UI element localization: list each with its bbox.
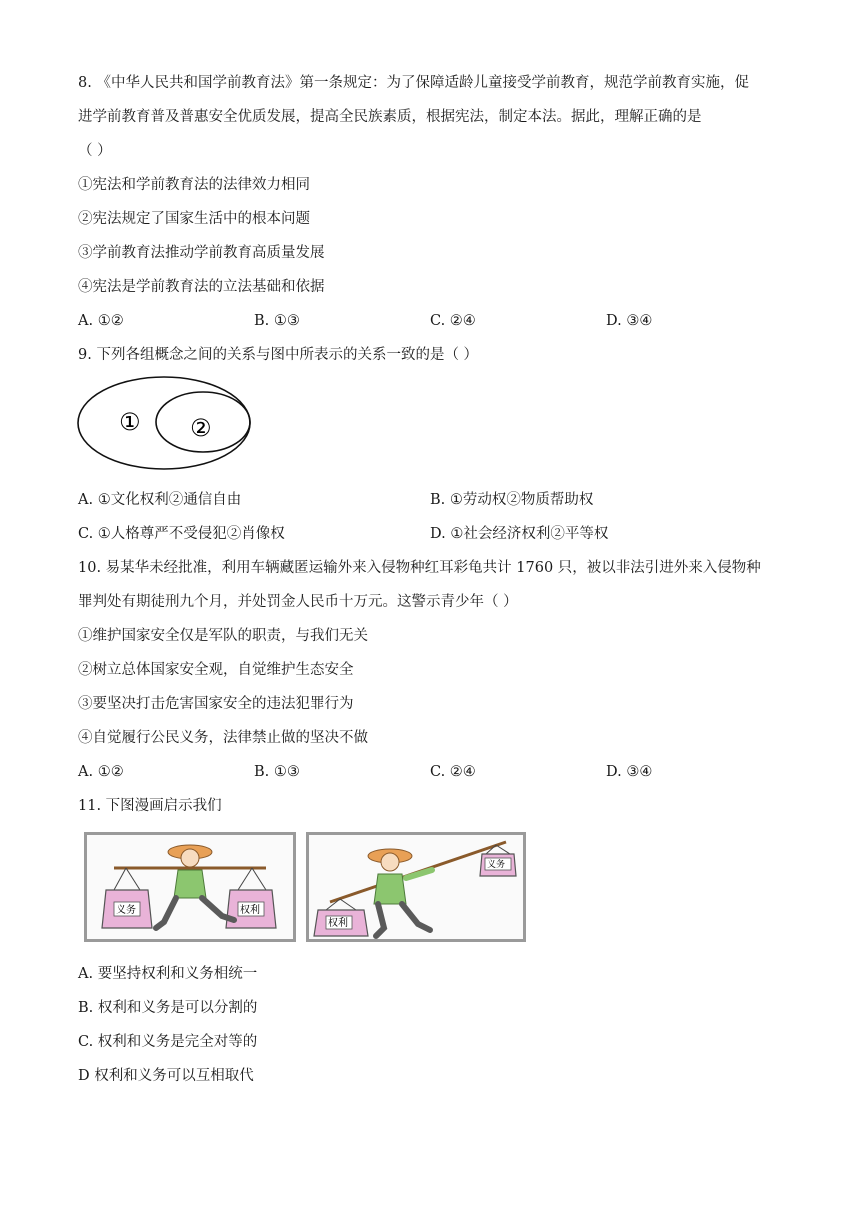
q10-option-c: C. ②④: [430, 764, 476, 780]
q8-option-b: B. ①③: [254, 313, 300, 329]
venn-diagram: [76, 374, 252, 472]
q9-stem: 9. 下列各组概念之间的关系与图中所表示的关系一致的是（ ）: [78, 347, 479, 363]
q10-stem-line2: 罪判处有期徒刑九个月，并处罚金人民币十万元。这警示青少年（ ）: [78, 594, 518, 610]
bag-label-2: 权利: [240, 905, 260, 916]
q11-option-a: A. 要坚持权利和义务相统一: [78, 966, 258, 982]
bag-label-3: 权利: [328, 918, 348, 929]
q11-stem: 11. 下图漫画启示我们: [78, 798, 222, 814]
q10-option-a: A. ①②: [78, 764, 124, 780]
q8-item-3: ③学前教育法推动学前教育高质量发展: [78, 245, 325, 261]
q10-item-2: ②树立总体国家安全观，自觉维护生态安全: [78, 662, 354, 678]
bag-label-1: 义务: [116, 905, 136, 916]
q8-option-a: A. ①②: [78, 313, 124, 329]
q8-stem-line2: 进学前教育普及普惠安全优质发展，提高全民族素质，根据宪法，制定本法。据此，理解正确的是: [78, 109, 702, 125]
q8-item-4: ④宪法是学前教育法的立法基础和依据: [78, 279, 325, 295]
q8-item-1: ①宪法和学前教育法的法律效力相同: [78, 177, 310, 193]
outer-label: ①: [119, 408, 141, 436]
q8-option-d: D. ③④: [606, 313, 653, 329]
q9-option-c: C. ①人格尊严不受侵犯②肖像权: [78, 526, 285, 542]
q11-option-b: B. 权利和义务是可以分割的: [78, 1000, 258, 1016]
comic-panel-balanced: [84, 832, 296, 942]
q8-option-c: C. ②④: [430, 313, 476, 329]
q8-item-2: ②宪法规定了国家生活中的根本问题: [78, 211, 310, 227]
q11-option-c: C. 权利和义务是完全对等的: [78, 1034, 258, 1050]
inner-label: ②: [190, 414, 212, 442]
outer-ellipse: [78, 377, 250, 469]
q11-option-d: D 权利和义务可以互相取代: [78, 1068, 254, 1084]
q10-item-3: ③要坚决打击危害国家安全的违法犯罪行为: [78, 696, 354, 712]
q10-item-4: ④自觉履行公民义务，法律禁止做的坚决不做: [78, 730, 368, 746]
comic-panel-unbalanced: [306, 832, 526, 942]
q10-option-b: B. ①③: [254, 764, 300, 780]
q8-stem-line1: 8. 《中华人民共和国学前教育法》第一条规定：为了保障适龄儿童接受学前教育，规范学前教育实施，促: [78, 75, 749, 91]
q8-answer-paren: （ ）: [78, 143, 112, 159]
q10-item-1: ①维护国家安全仅是军队的职责，与我们无关: [78, 628, 368, 644]
q9-option-a: A. ①文化权利②通信自由: [78, 492, 242, 508]
q10-stem-line1: 10. 易某华未经批准，利用车辆藏匿运输外来入侵物种红耳彩龟共计 1760 只，被以非法引进外来入侵物种: [78, 560, 761, 576]
q10-option-d: D. ③④: [606, 764, 653, 780]
q9-option-b: B. ①劳动权②物质帮助权: [430, 492, 594, 508]
bag-label-4: 义务: [487, 860, 506, 870]
q9-option-d: D. ①社会经济权利②平等权: [430, 526, 609, 542]
